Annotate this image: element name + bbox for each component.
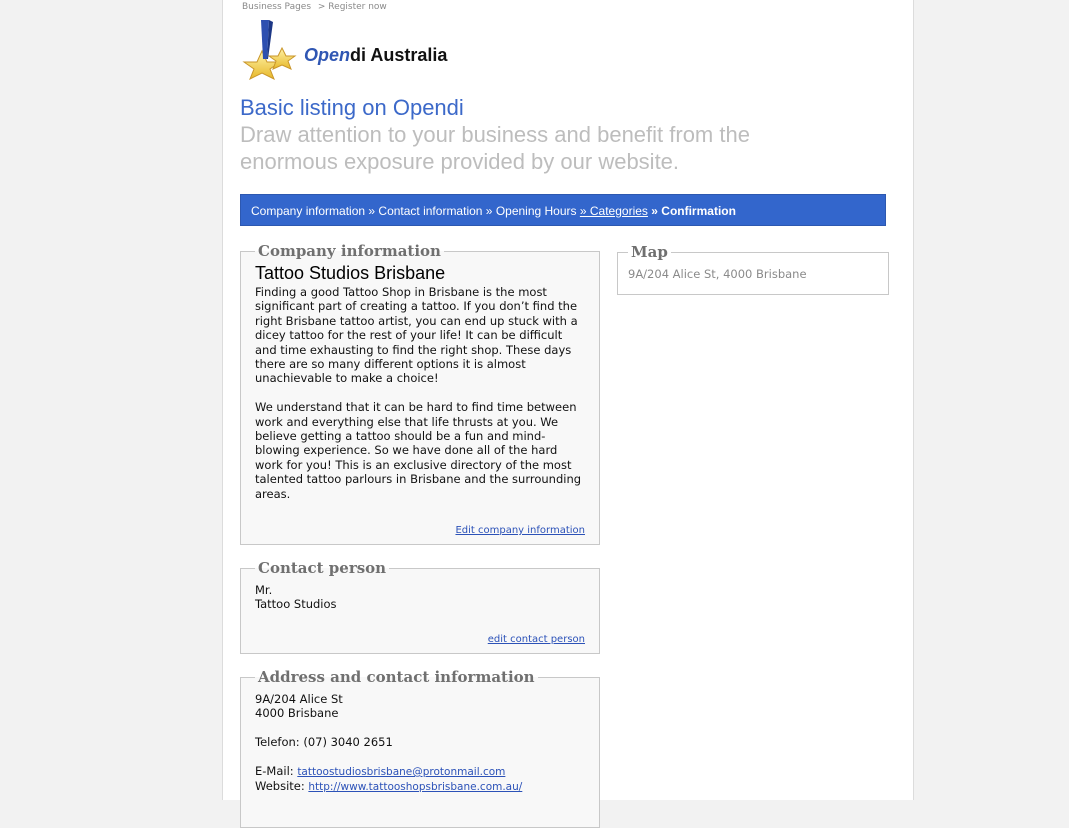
email-label: E-Mail:	[255, 764, 294, 778]
page-subtitle: Draw attention to your business and benefit from the enormous exposure provided by our website.	[240, 122, 750, 174]
business-name: Tattoo Studios Brisbane	[255, 263, 446, 283]
breadcrumb-register-now[interactable]: > Register now	[317, 2, 387, 12]
company-information-legend: Company information	[258, 242, 441, 260]
website-row	[255, 779, 585, 794]
business-description	[255, 285, 585, 501]
map-legend: Map	[631, 243, 668, 261]
company-information-panel	[240, 242, 600, 545]
phone-row	[255, 735, 585, 749]
breadcrumb	[242, 2, 391, 12]
step-contact-information[interactable]: Contact information »	[378, 204, 493, 218]
page-container	[222, 0, 914, 800]
email-row	[255, 764, 585, 779]
contact-name: Tattoo Studios	[255, 597, 337, 612]
step-opening-hours[interactable]: Opening Hours	[495, 204, 577, 218]
brand-name-part1: Open	[304, 45, 351, 65]
brand-name-part2: di	[350, 45, 367, 65]
phone-label: Telefon:	[255, 735, 300, 750]
website-link[interactable]: http://www.tattooshopsbrisbane.com.au/	[308, 781, 523, 794]
step-company-information[interactable]: Company information »	[251, 204, 376, 218]
website-label: Website:	[255, 779, 305, 794]
step-confirmation: » Confirmation	[651, 204, 736, 218]
progress-steps	[240, 194, 886, 226]
edit-company-information-link[interactable]: Edit company information	[455, 525, 585, 536]
contact-salutation: Mr.	[255, 583, 273, 597]
phone-value: (07) 3040 2651	[303, 735, 393, 750]
contact-person-legend: Contact person	[258, 559, 387, 577]
breadcrumb-business-pages[interactable]: Business Pages	[242, 2, 312, 12]
description-paragraph-1: Finding a good Tattoo Shop in Brisbane is the most significant part of creating a tattoo. If you don’t find the right Brisbane tattoo artist, you can end up stuck with a dicey tattoo for the rest of your life! It can be difficult and time exhausting to find the right shop. These days there are so many different options it is almost unachievable to make a choice!	[255, 285, 578, 386]
email-link[interactable]: tattoostudiosbrisbane@protonmail.com	[297, 766, 506, 778]
address-street: 9A/204 Alice St	[255, 692, 343, 706]
star-logo-icon[interactable]	[240, 18, 302, 80]
map-address: 9A/204 Alice St, 4000 Brisbane	[628, 267, 807, 281]
address-contact-legend: Address and contact information	[258, 668, 535, 686]
address-contact-panel	[240, 668, 600, 828]
brand-name-part3: Australia	[366, 45, 448, 65]
description-paragraph-2: We understand that it can be hard to find time between work and everything else that life thrusts at you. We believe getting a tattoo should be a fun and mind-blowing experience. So we have done all of the hard work for you! This is an exclusive directory of the most talented tattoo parlours in Brisbane and the surrounding areas.	[255, 400, 582, 501]
contact-person-panel	[240, 559, 600, 654]
page-title: Basic listing on Opendi	[240, 95, 464, 120]
step-categories[interactable]: » Categories	[579, 204, 648, 218]
edit-contact-person-link[interactable]: edit contact person	[487, 634, 585, 645]
map-panel	[617, 243, 889, 295]
address-details	[255, 692, 585, 795]
brand-name	[304, 45, 447, 66]
address-city: 4000 Brisbane	[255, 706, 339, 721]
contact-person-details	[255, 583, 585, 612]
